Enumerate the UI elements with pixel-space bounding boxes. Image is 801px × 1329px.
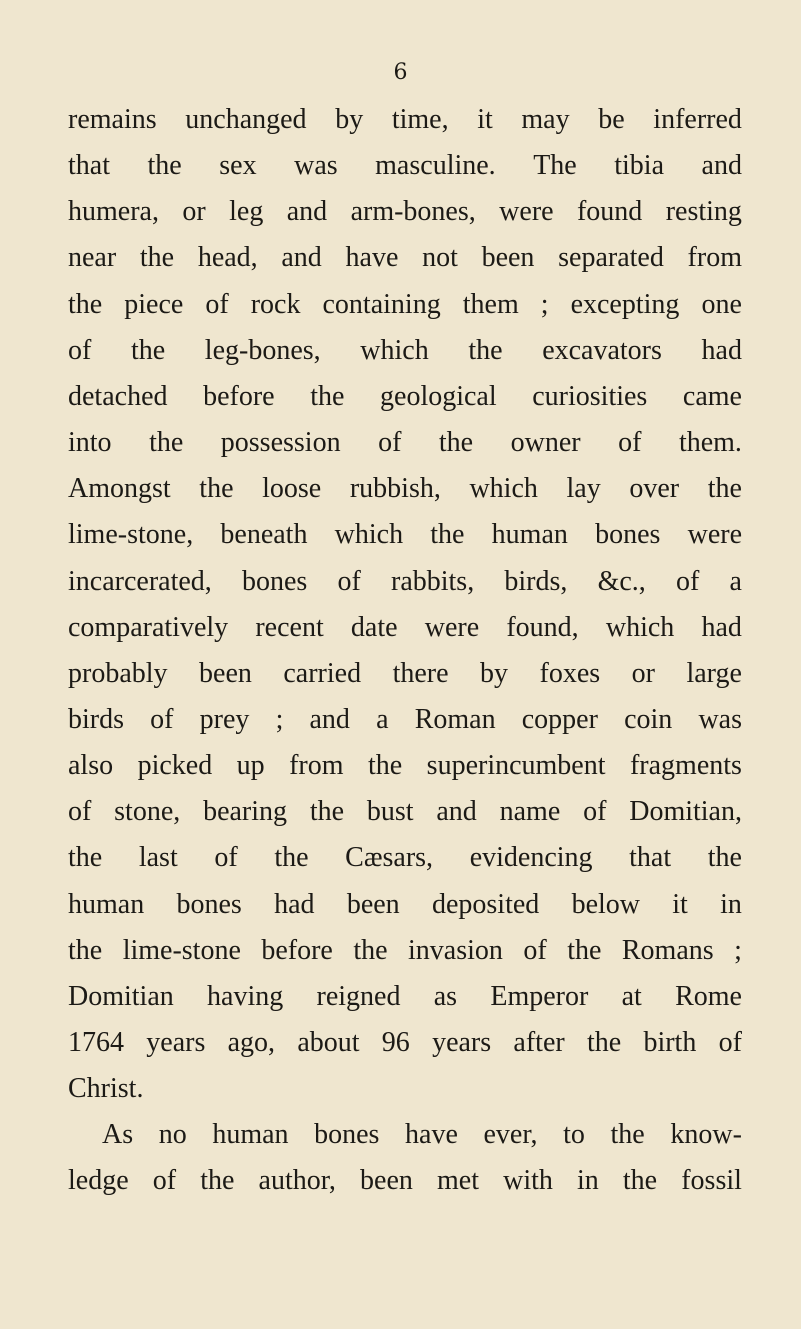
text-line: comparatively recent date were found, which had [68, 611, 742, 643]
page-number: 6 [393, 60, 408, 85]
text-line: the last of the Cæsars, evidencing that the [68, 842, 742, 874]
text-line: remains unchanged by time, it may be inferred [68, 104, 742, 135]
text-line: the piece of rock containing them ; excepting one [68, 288, 742, 320]
text-line: lime-stone, beneath which the human bones were [68, 519, 742, 551]
text-line: into the possession of the owner of them. [68, 427, 742, 459]
text-line: also picked up from the superincumbent fragments [68, 750, 742, 782]
text-line: the lime-stone before the invasion of the Romans ; [68, 934, 742, 966]
text-line: near the head, and have not been separated from [68, 242, 742, 274]
text-line: of stone, bearing the bust and name of Domitian, [68, 796, 742, 828]
text-line: ledge of the author, been met with in the fossil [68, 1165, 742, 1197]
text-line: birds of prey ; and a Roman copper coin was [68, 703, 742, 735]
text-line: humera, or leg and arm-bones, were found resting [68, 196, 742, 228]
text-line: probably been carried there by foxes or large [68, 657, 742, 689]
text-line: that the sex was masculine. The tibia and [68, 150, 742, 182]
text-line: Amongst the loose rubbish, which lay over the [68, 473, 742, 505]
text-line: of the leg-bones, which the excavators had [68, 334, 742, 366]
text-line: As no human bones have ever, to the know- [102, 1119, 742, 1151]
text-line: 1764 years ago, about 96 years after the birth of [68, 1027, 742, 1058]
text-line: Domitian having reigned as Emperor at Rome [68, 980, 742, 1012]
text-line: human bones had been deposited below it in [68, 888, 742, 920]
text-line: Christ. [68, 1073, 144, 1105]
text-line: incarcerated, bones of rabbits, birds, &c., of a [68, 565, 742, 597]
text-line: detached before the geological curiosities came [68, 380, 742, 412]
